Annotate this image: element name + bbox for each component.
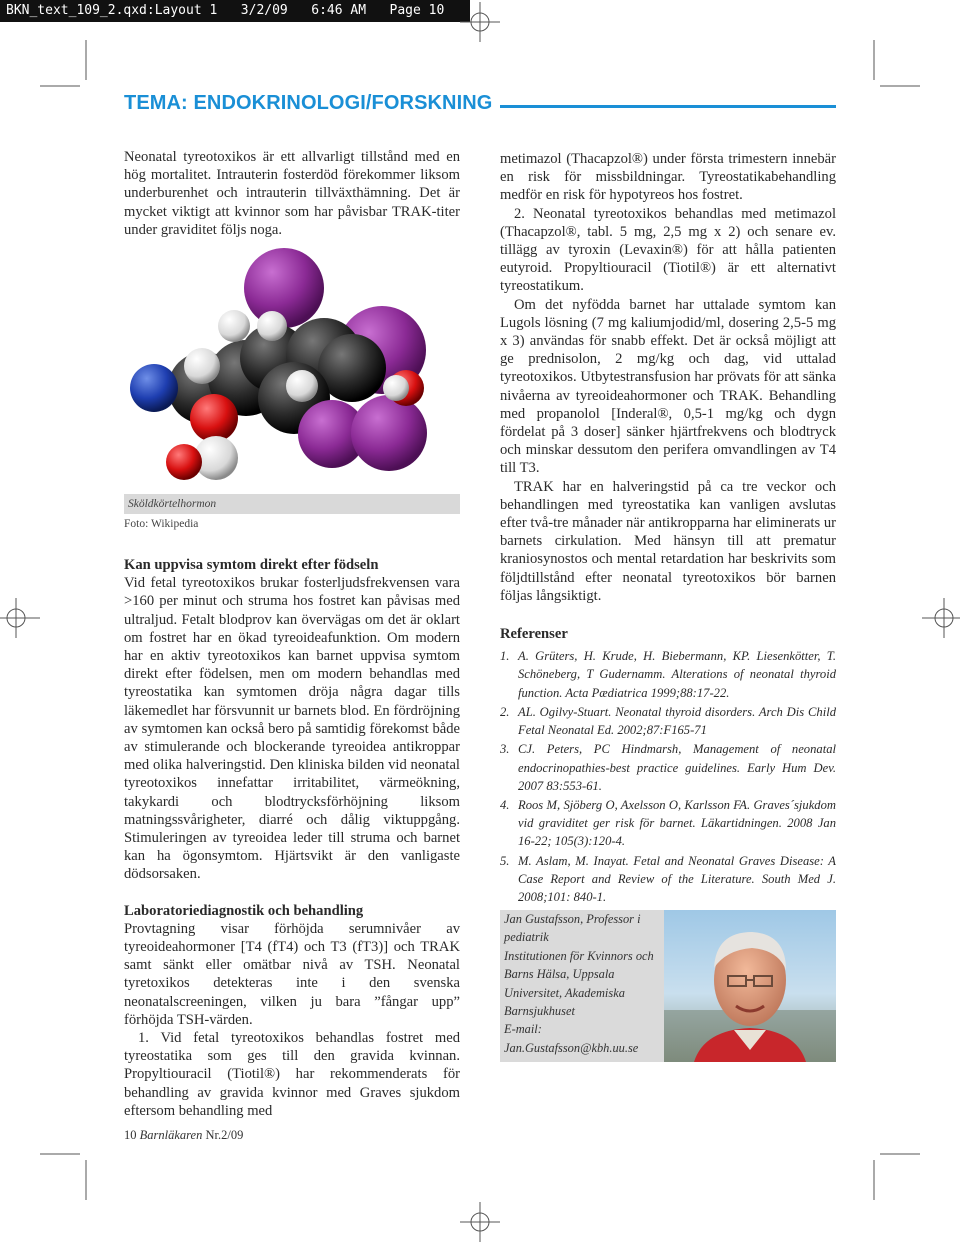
reference-number: 3. — [500, 742, 510, 757]
image-credit: Foto: Wikipedia — [124, 518, 199, 530]
author-bio-box — [500, 910, 836, 1062]
reference-number: 5. — [500, 853, 510, 868]
author-info — [504, 910, 654, 1057]
intro-paragraph: Neonatal tyreotoxikos är ett allvarligt tillstånd med en hög mortalitet. Intrauterin fosterdöd förekommer liksom underburenhet och intrauterin tillväxthämning. Det är mycket viktigt att kvinnor som har påvisbar TRAK-titer under graviditet följs noga. — [124, 149, 460, 238]
header-rule — [500, 105, 836, 108]
journal-name: Barnläkaren — [139, 1128, 203, 1142]
left-column-intro — [124, 148, 460, 239]
treatment-item-2: 2. Neonatal tyreotoxikos behandlas med metimazol (Thacapzol®, tabl. 5 mg, 2,5 mg x 2) och senare ev. tillägg av tyroxin (Levaxin®) för att hålla patienten eutyroid. Propyltiouracil (Tiotil®) är ett alternativt tyreostatikum. — [500, 205, 836, 295]
reference-item — [500, 796, 836, 851]
references-list — [500, 647, 836, 906]
section-header — [124, 92, 836, 120]
molecule-image — [124, 238, 460, 488]
file-slug: BKN_text_109_2.qxd:Layout 1 3/2/09 6:46 AM Page 10 — [0, 0, 470, 22]
reference-number: 1. — [500, 649, 510, 664]
treatment-item-1: 1. Vid fetal tyreotoxikos behandlas fostret med tyreostatika som ges till den gravida kvinnan. Propyltiouracil (Tiotil®) har rekommenderats för behandling av gravida kvinnor med Graves sjukdom eftersom behandling med — [124, 1030, 460, 1119]
section-title: TEMA: ENDOKRINOLOGI/FORSKNING — [124, 92, 493, 114]
reference-number: 4. — [500, 797, 510, 812]
reference-item — [500, 703, 836, 739]
references-heading: Referenser — [500, 626, 568, 643]
reference-item — [500, 647, 836, 702]
reference-item — [500, 740, 836, 795]
author-email[interactable]: Jan.Gustafsson@kbh.uu.se — [504, 1040, 639, 1055]
reference-text: CJ. Peters, PC Hindmarsh, Management of neonatal endocrinopathies-best practice guidelines. Early Hum Dev. 2007 83:553-61. — [518, 742, 836, 793]
author-name: Jan Gustafsson, Professor i pediatrik — [504, 912, 641, 945]
symptoms-paragraph: Vid fetal tyreotoxikos brukar fosterljudsfrekvensen vara >160 per minut och struma hos fostret kan påvisas med ultraljud. Fetalt blodprov kan övervägas om det är oklart om fostret har en ökad tyreoideafunktion. Om modern har en aktiv tyreotoxikos kan barnet uppvisa symtom direkt efter födelsen, men om modern behandlas med tyreostatika kan symtomen dröja några dagar tills läkemedlet har försvunnit ur barnets blod. En fördröjning av symtomen kan också bero på samtidig förekomst både av stimulerande och blockerande tyreoidea antikroppar med olika halveringstid. Den kliniska bilden vid neonatal tyreotoxikos innefattar irritabilitet, värmeökning, takykardi och blodtrycksförhöjning liksom matningssvårigheter, diarré och dålig viktuppgång. Stimuleringen av tyreoidea leder till struma och barnet kan ha ögonsymtom. Hjärtsvikt är den vanligaste dödsorsaken. — [124, 575, 460, 883]
reference-text: M. Aslam, M. Inayat. Fetal and Neonatal Graves Disease: A Case Report and Review of the Literature. South Med J. 2008;101: 840-1. — [518, 853, 836, 904]
section-heading-symptoms: Kan uppvisa symtom direkt efter födseln — [124, 557, 379, 573]
issue-number: Nr.2/09 — [205, 1128, 244, 1142]
diagnostics-paragraph: Provtagning visar förhöjda serumnivåer av tyreoideahormoner [T4 (fT4) och T3 (fT3)] och TRAK samt sänkt eller omätbar nivå av TSH. Neonatal tyretoxikos detekteras inte i den svenska neonatalscreeningen, vilken ju bara ”fångar upp” förhöjda TSH-värden. — [124, 920, 460, 1028]
reference-number: 2. — [500, 704, 510, 719]
author-portrait — [664, 910, 836, 1062]
reference-text: AL. Ogilvy-Stuart. Neonatal thyroid disorders. Arch Dis Child Fetal Neonatal Ed. 2002;87:F165-71 — [518, 704, 836, 738]
page-number: 10 — [124, 1128, 137, 1142]
right-column-body — [500, 150, 836, 907]
left-column-body — [124, 556, 460, 1120]
reference-item — [500, 852, 836, 907]
reference-text: Roos M, Sjöberg O, Axelsson O, Karlsson FA. Graves´sjukdom vid graviditet ger risk för barnet. Läkartidningen. 2008 Jan 16-22; 105(3):120-4. — [518, 797, 836, 849]
author-affiliation: Institutionen för Kvinnors och Barns Hälsa, Uppsala Universitet, Akademiska Barnsjukhuset — [504, 948, 654, 1019]
image-caption: Sköldkörtelhormon — [124, 494, 460, 514]
section-heading-diagnostics: Laboratoriediagnostik och behandling — [124, 902, 364, 919]
page-footer — [124, 1128, 243, 1143]
email-label: E-mail: — [504, 1022, 542, 1037]
right-paragraph-4: TRAK har en halveringstid på ca tre veckor och behandlingen med tyreostatika kan vanligen avslutas efter två-tre månader när antikropparna har eliminerats ur barnets cirkulation. Med hänsyn till att prematur kraniosynostos och mental retardation har beskrivits som följdtillstånd efter neonatal tyreotoxikos bör barnen följas långsiktigt. — [500, 478, 836, 604]
right-paragraph-3: Om det nyfödda barnet har uttalade symtom kan Lugols lösning (7 mg kaliumjodid/ml, dosering 2,5-5 mg x 3) användas för snabb effekt. Det är också möjligt att ge prednisolon, 2 mg/kg och dag, vid uttalad tyreotoxikos. Utbytestransfusion har prövats för att sänka nivåerna av tyreoideahormoner och TRAK. Behandling med propanolol [Inderal®, 0,5-1 mg/kg och dygn fördelat på 3 doser] sänker hjärtfrekvens och blodtryck och minskar dessutom den perifera omvandlingen av T4 till T3. — [500, 296, 836, 477]
reference-text: A. Grüters, H. Krude, H. Biebermann, KP. Liesenkötter, T. Schöneberg, T Gudernamm. Alterations of neonatal thyroid function. Acta Pædiatrica 1999;88:17-22. — [518, 649, 836, 700]
right-paragraph-1: metimazol (Thacapzol®) under första trimestern innebär en risk för missbildningar. Tyreostatikabehandling medför en risk för hypotyreos hos fostret. — [500, 151, 836, 204]
